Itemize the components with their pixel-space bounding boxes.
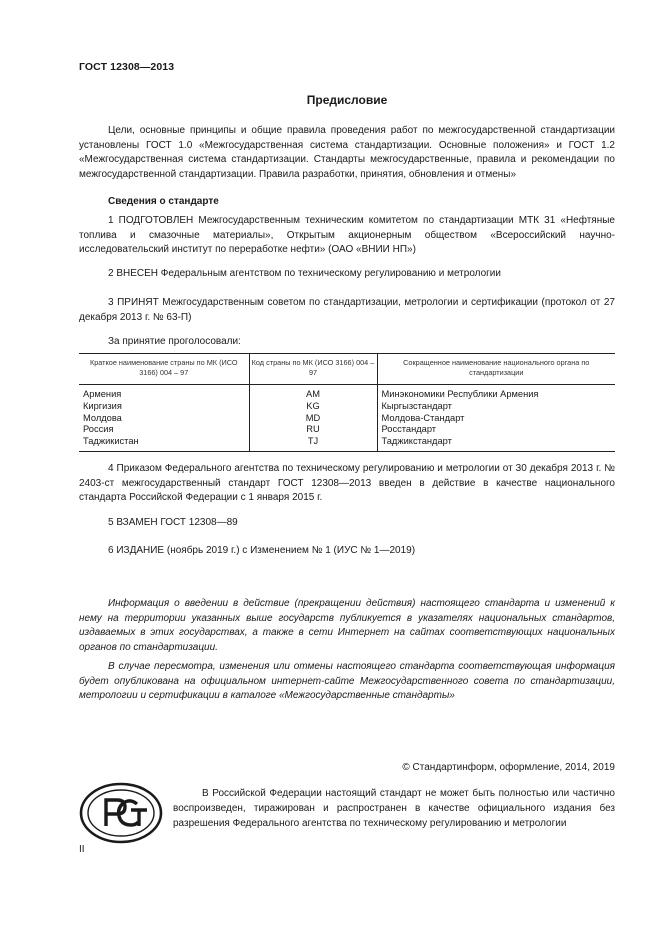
country-cell: Таджикистан [79,436,249,451]
info-2-text: В случае пересмотра, изменения или отмены настоящего стандарта соответствующая информация будет опубликована на официальном интернет-сайте Межгосударственного совета по стандартизации, метрологии и сертификации в каталоге «Межгосударственные стандарты» [79,661,615,702]
country-cell: Молдова [83,412,122,423]
member-states-table [79,353,615,452]
code-cell: MD [249,413,377,425]
column-header-body: Сокращенное наименование национального органа по стандартизации [377,354,615,385]
country-cell: Армения [83,389,122,399]
vote-label: За принятие проголосовали: [108,336,241,347]
table-row [79,413,615,425]
code-cell: KG [249,401,377,413]
info-1-text: Информация о введении в действие (прекращении действия) настоящего стандарта и изменений к нему на территории указанных выше государств публикуется в указателях национальных стандартов, издаваемых в этих государствах, а также в сети Интернет на сайтах соответствующих национальных органов по стандартизации. [79,598,615,654]
table-row [79,401,615,413]
section-title: Сведения о стандарте [108,196,219,207]
info-paragraph-2 [79,660,615,704]
code-cell: TJ [249,436,377,451]
table-row [79,424,615,436]
item-4-text: 4 Приказом Федерального агентства по техническому регулированию и метрологии от 30 декабря 2013 г. № 2403-ст межгосударственный стандарт ГОСТ 12308—2013 введен в действие в качестве национального стандарта Российской Федерации с 1 января 2015 г. [79,463,615,504]
item-2: 2 ВНЕСЕН Федеральным агентством по техническому регулированию и метрологии [108,268,501,279]
body-cell: Кыргызстандарт [377,401,615,413]
copyright-line: © Стандартинформ, оформление, 2014, 2019 [402,762,615,773]
item-1 [79,214,615,258]
code-cell: AM [249,385,377,401]
copyright-notice [173,787,615,831]
item-6: 6 ИЗДАНИЕ (ноябрь 2019 г.) с Изменением № 1 (ИУС № 1—2019) [108,545,416,556]
body-cell: Таджикстандарт [377,436,615,451]
item-3 [79,296,615,325]
page-number: II [79,844,85,855]
table-header-row [79,354,615,385]
body-cell: Росстандарт [377,424,615,436]
notice-text: В Российской Федерации настоящий стандарт не может быть полностью или частично воспроизведен, тиражирован и распространен в качестве официального издания без разрешения Федерального агентства по техническому регулированию и метрологии [173,788,615,829]
intro-text: Цели, основные принципы и общие правила проведения работ по межгосударственной стандартизации установлены ГОСТ 1.0 «Межгосударственная система стандартизации. Основные положения» и ГОСТ 1.2 «Межгосударственная система стандартизации. Стандарты межгосударственные, правила и рекомендации по межгосударственной стандартизации. Правила разработки, принятия, обновления и отмены» [79,125,615,181]
document-header: ГОСТ 12308—2013 [79,61,175,73]
column-header-code: Код страны по МК (ИСО 3166) 004 – 97 [249,354,377,385]
info-paragraph-1 [79,597,615,656]
item-1-text: 1 ПОДГОТОВЛЕН Межгосударственным техническим комитетом по стандартизации МТК 31 «Нефтяные топлива и смазочные материалы», Открытым акционерным обществом «Всероссийский научно-исследовательский институт по переработке нефти» (ОАО «ВНИИ НП») [79,215,615,256]
table-row [79,436,615,451]
body-cell: Молдова-Стандарт [377,413,615,425]
rst-logo-icon [79,782,163,844]
intro-paragraph [79,124,615,183]
code-cell: RU [249,424,377,436]
column-header-country: Краткое наименование страны по МК (ИСО 3166) 004 – 97 [79,354,249,385]
item-4 [79,462,615,506]
body-cell: Минэкономики Республики Армения [377,385,615,401]
table-row [79,385,615,401]
page-title: Предисловие [306,93,388,107]
item-5: 5 ВЗАМЕН ГОСТ 12308—89 [108,517,238,528]
item-3-text: 3 ПРИНЯТ Межгосударственным советом по стандартизации, метрологии и сертификации (протокол от 27 декабря 2013 г. № 63-П) [79,297,615,323]
country-cell: Киргизия [83,400,122,411]
country-cell: Россия [83,424,114,435]
